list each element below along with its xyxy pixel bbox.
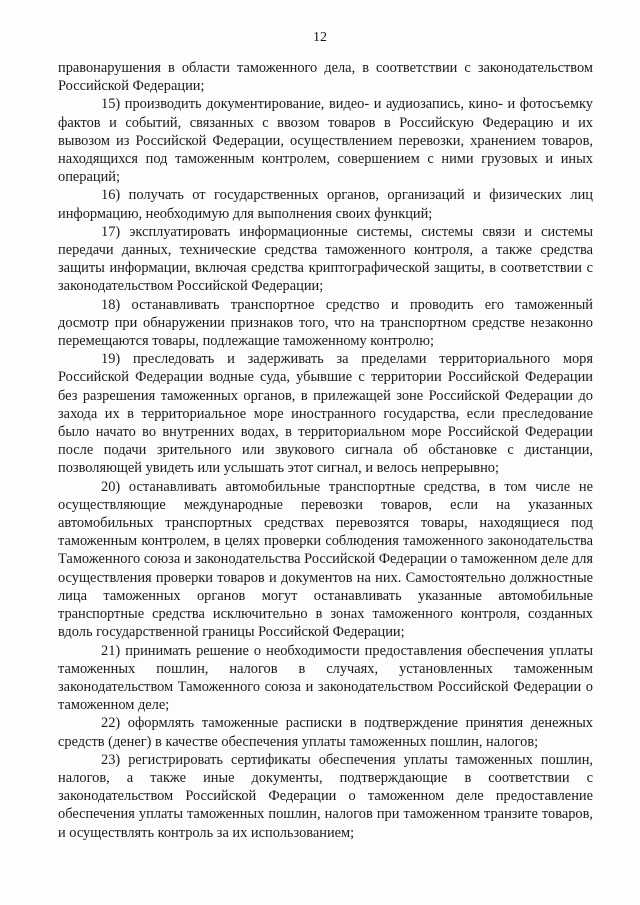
paragraph: 20) останавливать автомобильные транспортные средства, в том числе не осуществляющие международные перевозки товаров, если на указанных автомобильных транспортных средствах перевозятся товары, находящиеся под таможенным контролем, в целях проверки соблюдения таможенного законодательства Таможенного союза и законодательства Российской Федерации о таможенном деле для осуществления проверки товаров и документов на них. Самостоятельно должностные лица таможенных органов могут останавливать указанные автомобильные транспортные средства исключительно в зонах таможенного контроля, созданных вдоль государственной границы Российской Федерации; xyxy=(58,478,594,641)
paragraph: 23) регистрировать сертификаты обеспечения уплаты таможенных пошлин, налогов, а также иные документы, подтверждающие в соответствии с законодательством Российской Федерации о таможенном деле предоставление обеспечения уплаты таможенных пошлин, налогов при таможенном транзите товаров, и осуществлять контроль за их использованием; xyxy=(58,751,593,841)
paragraph: 21) принимать решение о необходимости предоставления обеспечения уплаты таможенных пошлин, налогов в случаях, установленных таможенным законодательством Таможенного союза и законодательством Российской Федерации о таможенном деле; xyxy=(58,642,593,714)
document-body xyxy=(58,59,593,842)
paragraph: 16) получать от государственных органов, организаций и физических лиц информацию, необходимую для выполнения своих функций; xyxy=(58,187,593,222)
page-number: 12 xyxy=(313,30,327,45)
paragraph: 17) эксплуатировать информационные системы, системы связи и системы передачи данных, технические средства таможенного контроля, а также средства защиты информации, включая средства криптографической защиты, в соответствии с законодательством Российской Федерации; xyxy=(58,223,593,295)
paragraph: 15) производить документирование, видео- и аудиозапись, кино- и фотосъемку фактов и событий, связанных с ввозом товаров в Российскую Федерацию и их вывозом из Российской Федерации, осуществлением перевозки, хранением товаров, находящихся под таможенным контролем, совершением с ними грузовых и иных операций; xyxy=(58,96,593,186)
paragraph: 22) оформлять таможенные расписки в подтверждение принятия денежных средств (денег) в качестве обеспечения уплаты таможенных пошлин, налогов; xyxy=(58,715,593,750)
paragraph: 18) останавливать транспортное средство и проводить его таможенный досмотр при обнаружении признаков того, что на транспортном средстве незаконно перемещаются товары, подлежащие таможенному контролю; xyxy=(58,296,593,350)
paragraph: правонарушения в области таможенного дела, в соответствии с законодательством Российской Федерации; xyxy=(58,60,593,95)
paragraph: 19) преследовать и задерживать за пределами территориального моря Российской Федерации водные суда, убывшие с территории Российской Федерации без разрешения таможенных органов, в прилежащей зоне Российской Федерации до захода их в территориальное море иностранного государства, если преследование было начато во внутренних водах, в территориальном море Российской Федерации после подачи зрительного или звукового сигнала об обстановке с дистанции, позволяющей увидеть или услышать этот сигнал, и велось непрерывно; xyxy=(58,351,593,477)
